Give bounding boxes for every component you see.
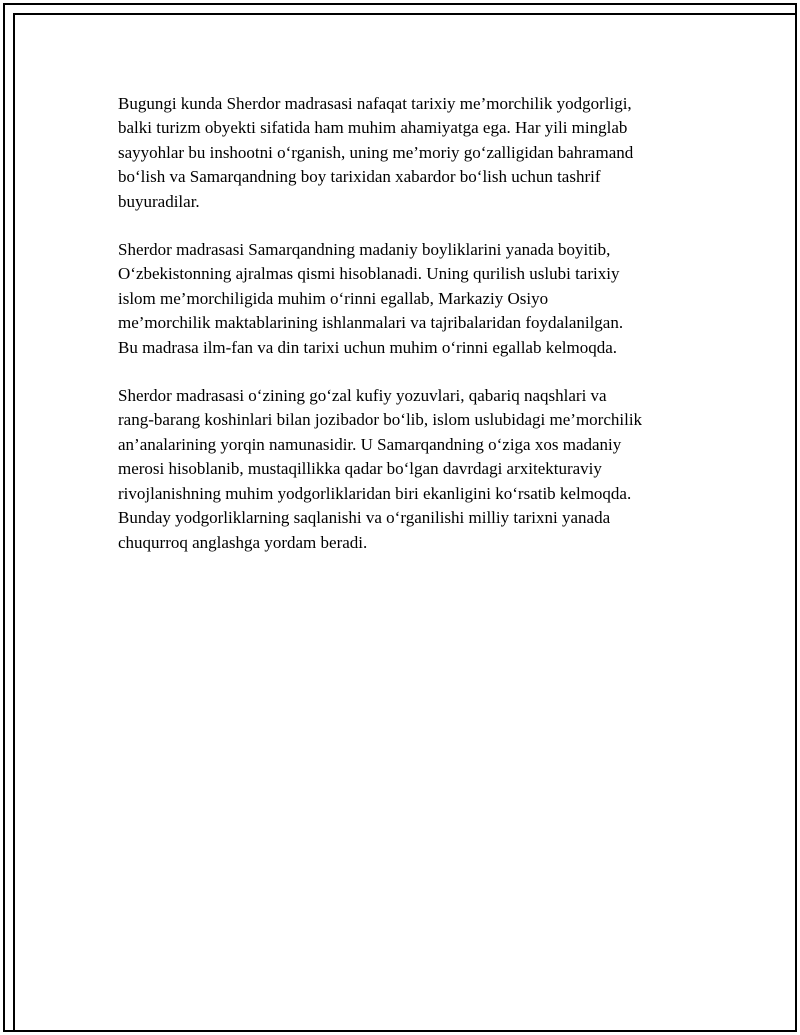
text-line: rivojlanishning muhim yodgorliklaridan biri ekanligini koʻrsatib kelmoqda. (118, 483, 632, 503)
text-line: buyuradilar. (118, 191, 200, 211)
text-line: Bunday yodgorliklarning saqlanishi va oʻrganilishi milliy tarixni yanada (118, 508, 611, 528)
text-line: Bu madrasa ilm-fan va din tarixi uchun muhim oʻrinni egallab kelmoqda. (118, 337, 618, 357)
text-line: Sherdor madrasasi oʻzining goʻzal kufiy yozuvlari, qabariq naqshlari va (118, 386, 607, 406)
paragraph-1 (118, 92, 688, 214)
text-line: Bugungi kunda Sherdor madrasasi nafaqat tarixiy me’morchilik yodgorligi, (118, 94, 632, 113)
text-line: Sherdor madrasasi Samarqandning madaniy boyliklarini yanada boyitib, (118, 240, 611, 260)
text-line: sayyohlar bu inshootni oʻrganish, uning me’moriy goʻzalligidan bahramand (118, 142, 634, 162)
text-line: Oʻzbekistonning ajralmas qismi hisoblanadi. Uning qurilish uslubi tarixiy (118, 264, 620, 284)
text-line: an’analarining yorqin namunasidir. U Samarqandning oʻziga xos madaniy (118, 434, 622, 454)
paragraph-3 (118, 384, 688, 555)
text-line: boʻlish va Samarqandning boy tarixidan xabardor boʻlish uchun tashrif (118, 167, 601, 187)
text-line: rang-barang koshinlari bilan jozibador boʻlib, islom uslubidagi me’morchilik (118, 410, 643, 430)
paragraph-2 (118, 238, 688, 360)
text-line: me’morchilik maktablarining ishlanmalari va tajribalaridan foydalanilgan. (118, 313, 624, 333)
text-line: merosi hisoblanib, mustaqillikka qadar boʻlgan davrdagi arxitekturaviy (118, 459, 602, 479)
text-line: chuqurroq anglashga yordam beradi. (118, 532, 368, 552)
text-line: balki turizm obyekti sifatida ham muhim ahamiyatga ega. Har yili minglab (118, 118, 628, 138)
text-line: islom me’morchiligida muhim oʻrinni egallab, Markaziy Osiyo (118, 288, 549, 308)
document-body (118, 92, 688, 579)
